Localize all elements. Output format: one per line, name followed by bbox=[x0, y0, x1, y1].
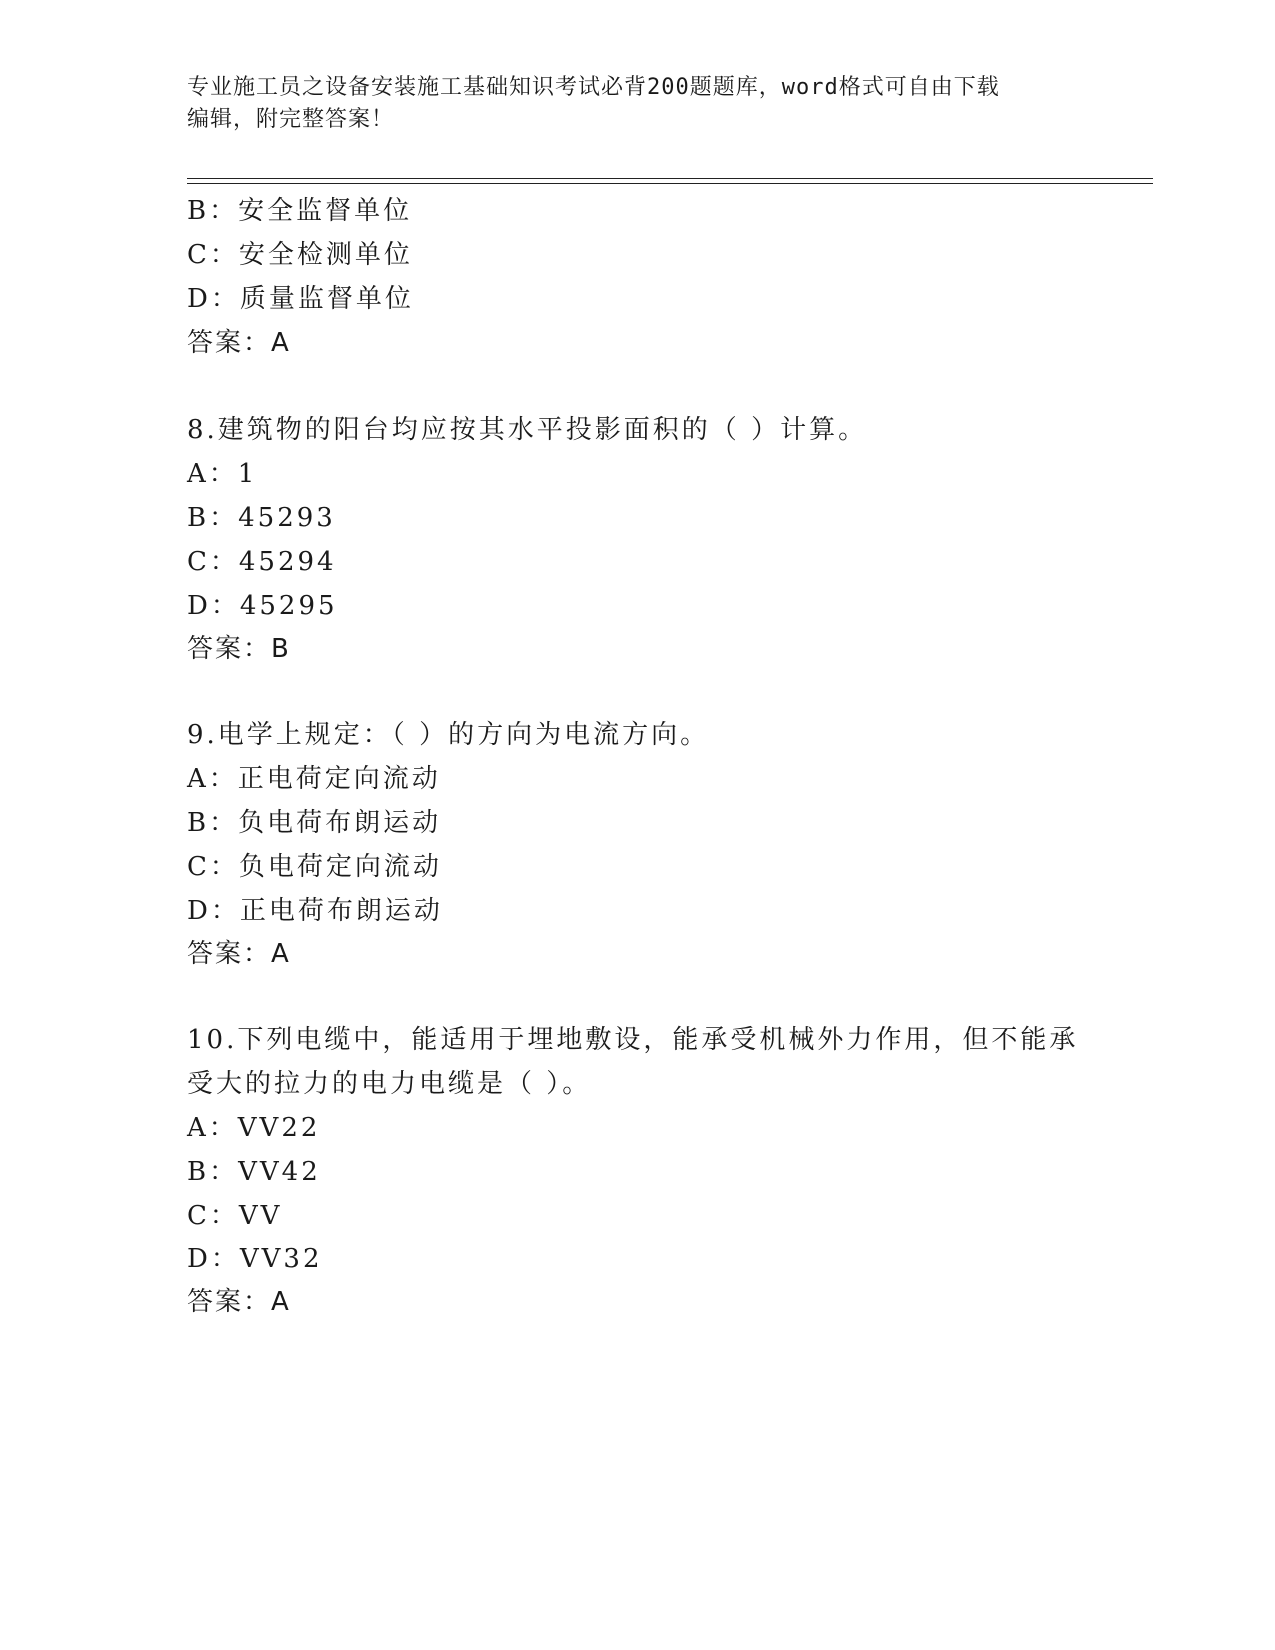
q10-answer: 答案：A bbox=[187, 1287, 291, 1317]
prev-option-d: D：质量监督单位 bbox=[187, 284, 414, 314]
prev-option-b: B：安全监督单位 bbox=[187, 196, 413, 226]
q8-option-d: D：45295 bbox=[187, 591, 338, 621]
q9-option-a: A：正电荷定向流动 bbox=[187, 764, 441, 794]
header-rule-top bbox=[187, 178, 1153, 179]
q9-option-c: C：负电荷定向流动 bbox=[187, 852, 442, 882]
q9-stem: 9.电学上规定：（ ）的方向为电流方向。 bbox=[187, 720, 710, 750]
header-line-1: 专业施工员之设备安装施工基础知识考试必背200题题库，word格式可自由下载 bbox=[187, 75, 1000, 100]
q8-option-a: A：1 bbox=[187, 459, 258, 489]
document-header bbox=[187, 72, 1087, 136]
q10-stem-line-1: 10.下列电缆中，能适用于埋地敷设，能承受机械外力作用，但不能承 bbox=[187, 1025, 1079, 1055]
q8-option-c: C：45294 bbox=[187, 547, 337, 577]
q10-option-d: D：VV32 bbox=[187, 1244, 323, 1274]
q9-answer: 答案：A bbox=[187, 939, 291, 969]
q9-option-b: B：负电荷布朗运动 bbox=[187, 808, 442, 838]
q10-option-b: B：VV42 bbox=[187, 1157, 321, 1187]
prev-answer: 答案：A bbox=[187, 328, 291, 358]
q10-stem-line-2: 受大的拉力的电力电缆是（ ）。 bbox=[187, 1069, 592, 1099]
q8-stem: 8.建筑物的阳台均应按其水平投影面积的（ ）计算。 bbox=[187, 415, 868, 445]
q8-option-b: B：45293 bbox=[187, 503, 336, 533]
q8-answer: 答案：B bbox=[187, 634, 291, 664]
q9-option-d: D：正电荷布朗运动 bbox=[187, 896, 443, 926]
q10-option-c: C：VV bbox=[187, 1201, 283, 1231]
prev-option-c: C：安全检测单位 bbox=[187, 240, 413, 270]
header-line-2: 编辑，附完整答案！ bbox=[187, 107, 395, 132]
q10-option-a: A：VV22 bbox=[187, 1113, 321, 1143]
header-rule-bottom bbox=[187, 183, 1153, 184]
